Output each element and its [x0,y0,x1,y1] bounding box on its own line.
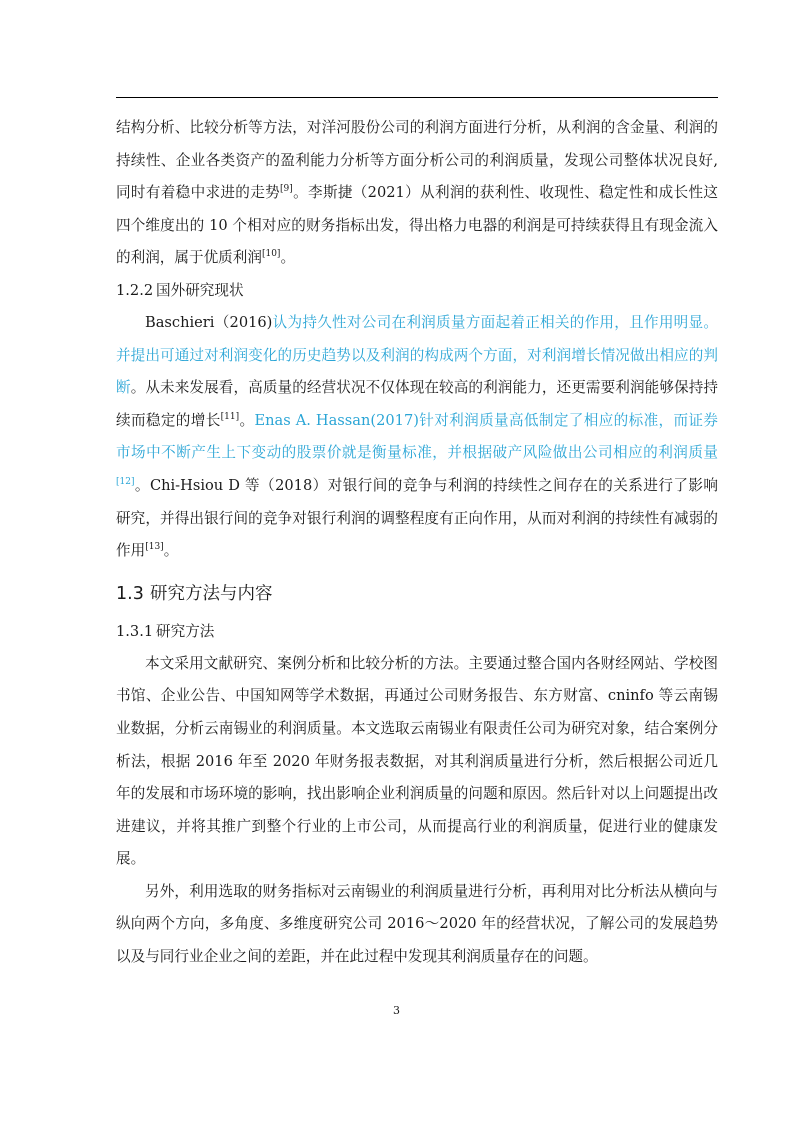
header-rule [116,97,718,98]
highlighted-text: Enas A. Hassan(2017)针对利润质量高低制定了相应的标准，而证券市场中不断产生上下变动的股票价就是衡量标准，并根据破产风险做出公司相应的利润质量 [116,411,718,462]
paragraph-domestic-review-continued [116,112,718,275]
heading-text: 研究方法 [156,622,215,640]
page-body [116,112,718,974]
citation-ref: [12] [116,476,135,487]
text-run: 。 [280,249,296,267]
citation-ref: [13] [145,542,164,553]
text-run: Baschieri（2016) [145,313,273,331]
paragraph-research-method: 本文采用文献研究、案例分析和比较分析的方法。主要通过整合国内各财经网站、学校图书馆、企业公告、中国知网等学术数据，再通过公司财务报告、东方财富、cninfo 等云南锡业数据，分析云南锡业的利润质量。本文选取云南锡业有限责任公司为研究对象，结合案例分析法，根据 2016 年至 2020 年财务报表数据，对其利润质量进行分析，然后根据公司近几年的发展和市场环境的影响，找出影响企业利润质量的问题和原因。然后针对以上问题提出改进建议，并将其推广到整个行业的上市公司，从而提高行业的利润质量，促进行业的健康发展。 [116,654,718,868]
heading-text: 研究方法与内容 [150,583,273,604]
section-heading-1-3-1 [116,616,718,648]
citation-ref: [11] [220,411,240,422]
section-heading-1-3 [116,582,718,606]
text-run: 结构分析、比较分析等方法，对洋河股份公司的利润方面进行分析，从利润的含金量、利润的持续性、企业各类资产的盈利能力分析等方面分析公司的利润质量，发现公司整体状况良好, 同时有着稳中求进的走势 [116,119,718,202]
heading-number: 1.3.1 [116,622,154,640]
text-run: 。 [239,411,255,429]
citation-ref: [10] [261,249,281,260]
citation-ref: [9] [280,184,293,195]
page-number: 3 [393,1004,400,1017]
text-run: 。从未来发展看，高质量的经营状况不仅体现在较高的利润能力，还更需要利润能够保持持续而稳定的增长 [116,379,718,429]
heading-number: 1.2.2 [116,281,154,299]
section-heading-1-2-2 [116,275,718,307]
text-run: 。 [163,542,179,560]
heading-text: 国外研究现状 [156,281,244,299]
heading-number: 1.3 [116,583,144,604]
paragraph-analysis-approach: 另外，利用选取的财务指标对云南锡业的利润质量进行分析，再利用对比分析法从横向与纵向两个方向，多角度、多维度研究公司 2016～2020 年的经营状况，了解公司的发展趋势以及与同行业企业之间的差距，并在此过程中发现其利润质量存在的问题。 [116,882,718,966]
text-run: 。Chi-Hsiou D 等（2018）对银行间的竞争与利润的持续性之间存在的关系进行了影响研究，并得出银行间的竞争对银行利润的调整程度有正向作用，从而对利润的持续性有减弱的作用 [116,476,718,560]
paragraph-foreign-review [116,307,718,568]
highlighted-text: 认为持久性对公司在利润质量方面起着正相关的作用，且作用明显。并提出可通过对利润变化的历史趋势以及利润的构成两个方面，对利润增长情况做出相应的判断 [116,313,718,397]
text-run: 。李斯捷（2021）从利润的获利性、收现性、稳定性和成长性这四个维度出的 10 个相对应的财务指标出发，得出格力电器的利润是可持续获得且有现金流入的利润，属于优质利润 [116,184,718,267]
